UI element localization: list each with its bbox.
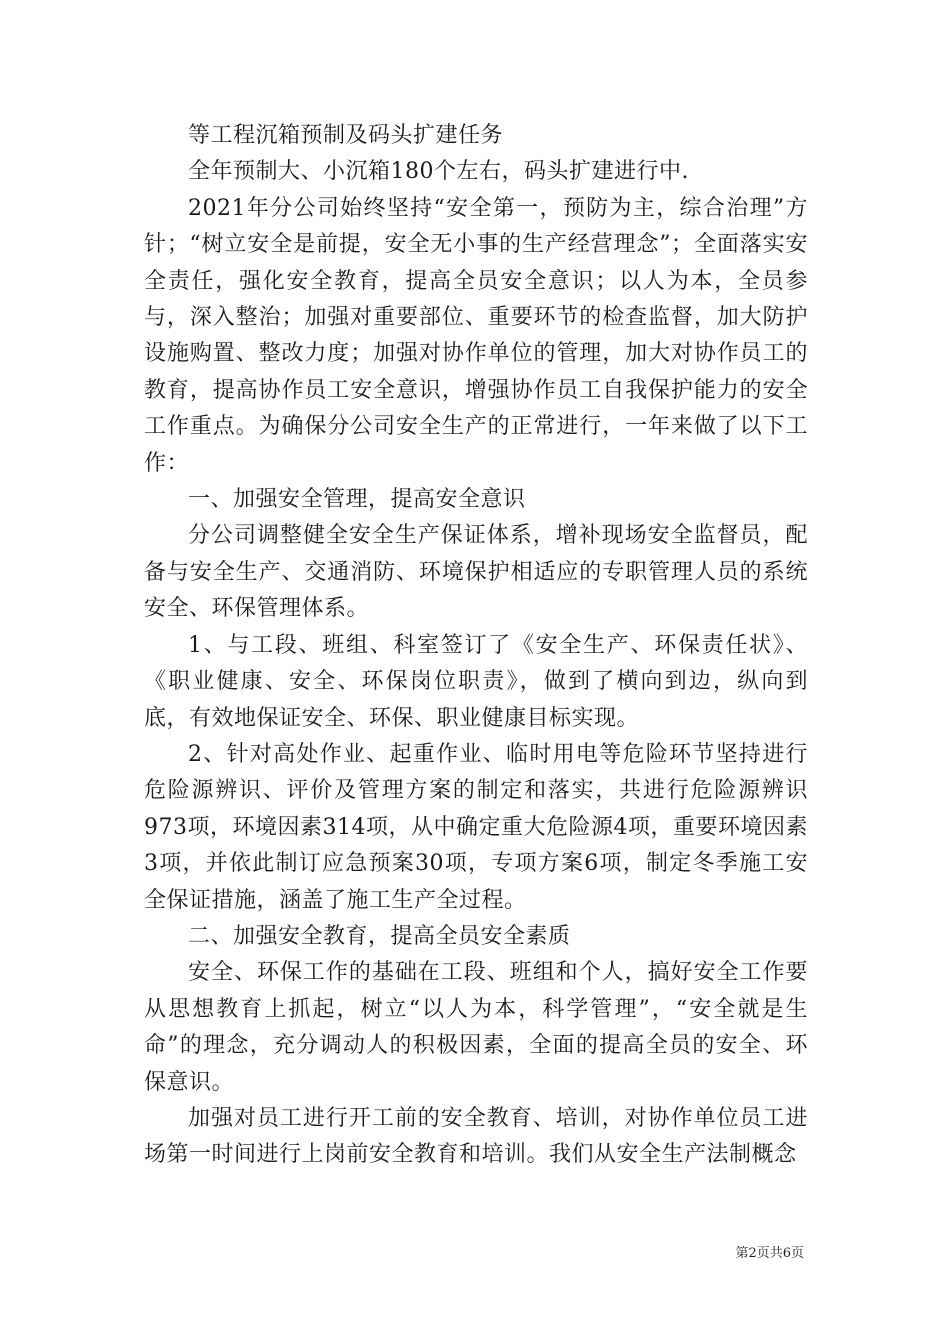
document-body	[144, 118, 808, 1174]
paragraph: 分公司调整健全安全生产保证体系，增补现场安全监督员，配备与安全生产、交通消防、环境保护相适应的专职管理人员的系统安全、环保管理体系。	[144, 523, 808, 622]
paragraph: 2021年分公司始终坚持“安全第一，预防为主，综合治理”方针；“树立安全是前提，安全无小事的生产经营理念”；全面落实安全责任，强化安全教育，提高全员安全意识；以人为本，全员参与，深入整治；加强对重要部位、重要环节的检查监督，加大防护设施购置、整改力度；加强对协作单位的管理，加大对协作员工的教育，提高协作员工安全意识，增强协作员工自我保护能力的安全工作重点。为确保分公司安全生产的正常进行，一年来做了以下工作：	[144, 195, 808, 476]
section-heading: 一、加强安全管理，提高安全意识	[188, 487, 526, 513]
paragraph: 全年预制大、小沉箱180个左右，码头扩建进行中.	[188, 159, 689, 185]
paragraph: 等工程沉箱预制及码头扩建任务	[188, 123, 504, 148]
page-number: 第2页共6页	[735, 1246, 804, 1261]
paragraph: 2、针对高处作业、起重作业、临时用电等危险环节坚持进行危险源辨识、评价及管理方案的制定和落实，共进行危险源辨识973项，环境因素314项，从中确定重大危险源4项，重要环境因素3项，并依此制订应急预案30项，专项方案6项，制定冬季施工安全保证措施，涵盖了施工生产全过程。	[144, 741, 808, 913]
paragraph: 1、与工段、班组、科室签订了《安全生产、环保责任状》、《职业健康、安全、环保岗位职责》，做到了横向到边，纵向到底，有效地保证安全、环保、职业健康目标实现。	[144, 632, 808, 731]
section-heading: 二、加强安全教育，提高全员安全素质	[188, 923, 571, 949]
paragraph: 加强对员工进行开工前的安全教育、培训，对协作单位员工进场第一时间进行上岗前安全教育和培训。我们从安全生产法制概念	[144, 1105, 808, 1168]
paragraph: 安全、环保工作的基础在工段、班组和个人，搞好安全工作要从思想教育上抓起，树立“以人为本，科学管理”，“安全就是生命”的理念，充分调动人的积极因素，全面的提高全员的安全、环保意识。	[144, 960, 808, 1095]
